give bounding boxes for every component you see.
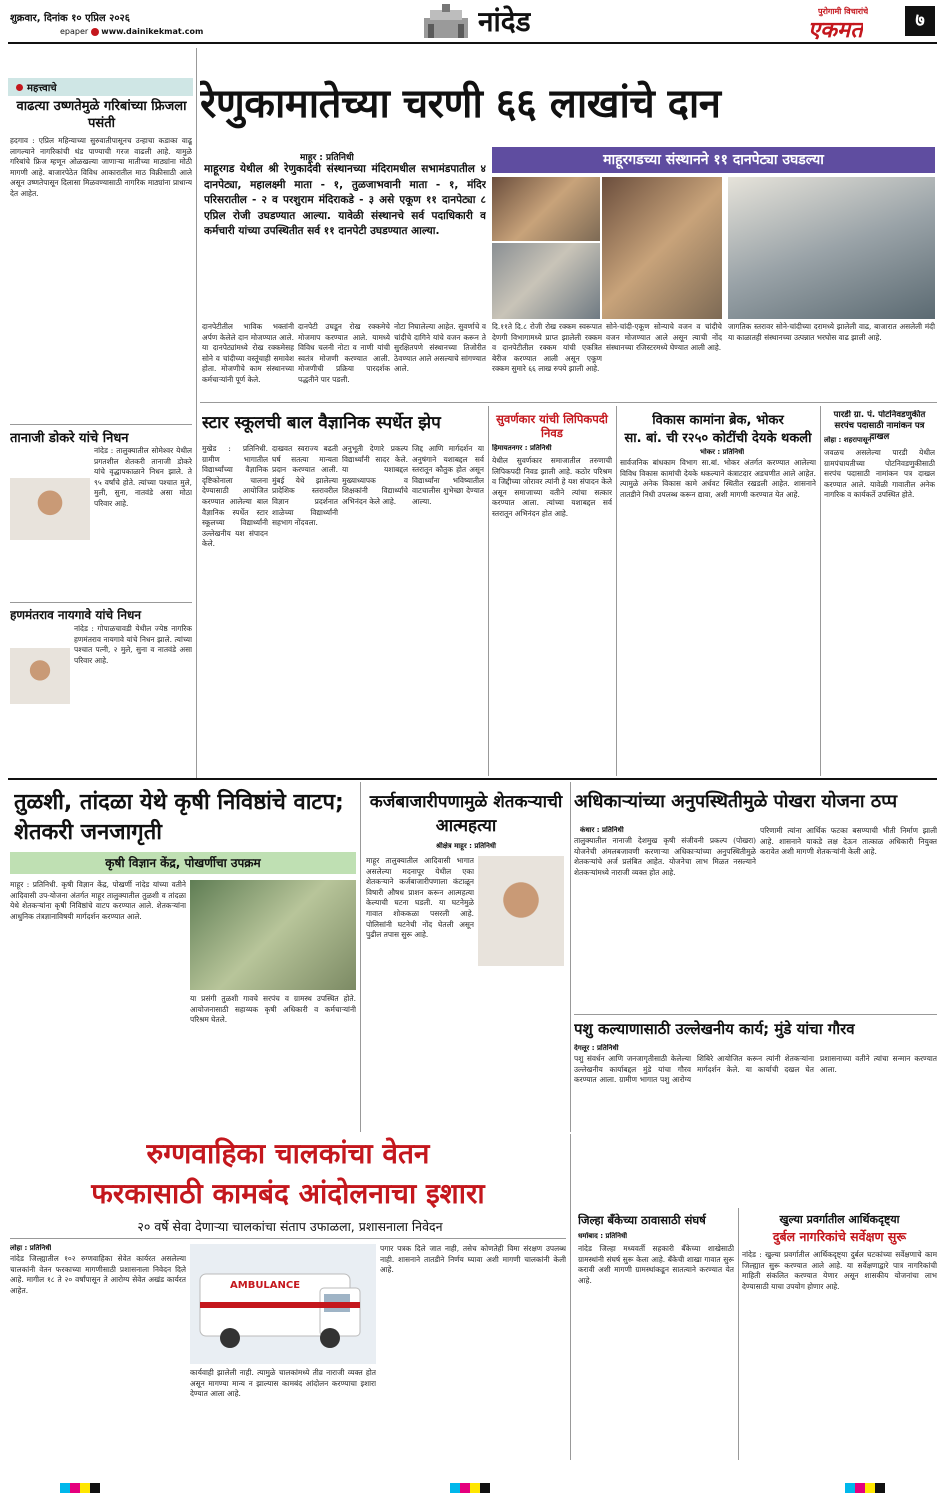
gold-body: येथील सुवर्णकार समाजातील तरुणाची लिपिकपदी निवड झाली आहे. कठोर परिश्रम व जिद्दीच्या जोरावर त्यांनी हे यश संपादन केले असून समाजाच्या वतीने त्यांचा सत्कार करण्यात आला. त्यांच्या यशाबद्दल सर्व स्तरातून अभिनंदन होत आहे.	[492, 456, 612, 518]
gold-divider	[616, 406, 617, 776]
bank-divider	[738, 1208, 739, 1460]
side-rule-2	[10, 602, 192, 603]
star-col-4: जिद्द आणि मार्गदर्शन या अनुषंगाने यशाबद्दल सर्व स्तरातून कौतुक होत असून विद्यार्थ्यांना भविष्यातील वाटचालीस शुभेच्छा देण्यात आल्या.	[412, 444, 484, 506]
masthead-emblem	[420, 4, 472, 40]
page-number: ७	[905, 6, 935, 36]
amb-divider	[570, 1134, 571, 1460]
globe-icon	[91, 28, 99, 36]
star-col-3: अनुभूती देणारे प्रकल्प विद्यार्थ्यांनी सादर केले. या यशाबद्दल मुख्याध्यापक व शिक्षकांनी विद्यार्थ्यांचे अभिनंदन केले आहे.	[342, 444, 408, 506]
lead-col-5: सोने-चांदी-एकूण सोन्याचे वजन व चांदीचे वजन मोजण्यात आले असून त्याची नोंद संस्थानच्या रजिस्टरमध्ये घेण्यात आली आहे.	[606, 322, 722, 353]
lead-col-2: दानपेटी उघडून रोख रक्कमेचे मोजमाप करण्यात आले. यामध्ये विविध चलनी नोटा व नाणी यांची स्वतंत्र मोजणी करण्यात आली. मोजणीची प्रक्रिया पारदर्शक पद्धतीने पार पडली.	[298, 322, 390, 384]
dev-divider	[820, 406, 821, 776]
lead-intro: माहूरगड येथील श्री रेणुकादेवी संस्थानच्या मंदिरामधील सभामंडपातील ४ दानपेट्या, महालक्ष्मी माता - १, तुळजाभवानी माता - १, मंदिर परिसरातील - २ व परशुराम मंदिराकडे - ३ असे एकूण ११ दानपेट्या ८ एप्रिल रोजी उघडण्यात आल्या. यावेळी संस्थानचे सर्व पदाधिकारी व कर्मचारी यांच्या उपस्थितीत सर्व ११ दानपेटी उघडण्यात आल्या.	[204, 163, 486, 237]
lead-col-1: दानपेटीतील भाविक भक्तांनी अर्पण केलेले दान मोजण्यात आले. या दानपेट्यांमध्ये रोख रक्कमेसह सोने व चांदीच्या वस्तूंचाही समावेश होता. मोजणीचे काम संस्थानच्या कर्मचाऱ्यांनी पूर्ण केले.	[202, 322, 294, 384]
pin-icon	[16, 84, 23, 91]
amb-col-2: कार्यवाही झालेली नाही. त्यामुळे चालकांमध्ये तीव्र नाराजी व्यक्त होत असून मागण्या मान्य न झाल्यास कामबंद आंदोलन करण्याचा इशारा देण्यात आला आहे.	[190, 1368, 376, 1399]
pokhara-body-2: परिणामी त्यांना आर्थिक फटका बसण्याची भीती निर्माण झाली आहे. शासनाने याकडे लक्ष देऊन तात्काळ अधिकारी नियुक्त करावेत अशी मागणी शेतकऱ्यांनी केली आहे.	[760, 826, 937, 857]
survey-headline-2: दुर्बल नागरिकांचे सर्वेक्षण सुरू	[772, 1229, 907, 1244]
tagline: पुरोगामी विचारांचे	[818, 7, 869, 16]
pokhara-byline: कंधार : प्रतिनिधी	[580, 826, 624, 834]
lead-col-4: दि.११ते दि.८ रोजी रोख रक्कम स्वरूपात देणगी विभागामध्ये प्राप्त झालेली रक्कम व दानपेटीतील रक्कम यांची एकत्रित बेरीज करण्यात आली असून एकूण रक्कम सुमारे ६६ लाख रुपये झाली आहे.	[492, 322, 602, 374]
epaper-label: epaper	[60, 27, 89, 36]
side-rule-1	[10, 424, 192, 425]
ambulance-photo	[190, 1244, 376, 1364]
lead-photo-2	[492, 243, 600, 319]
dateline: शुक्रवार, दिनांक १० एप्रिल २०२६	[10, 13, 130, 24]
amb-subhead: २० वर्षे सेवा देणाऱ्या चालकांचा संताप उफाळला, प्रशासनाला निवेदन	[137, 1219, 443, 1234]
side-story1-body: हदगाव : एप्रिल महिन्याच्या सुरुवातीपासूनच उन्हाचा कडाका वाढू लागल्याने नागरिकांची थंड पाण्याची गरज वाढली आहे. यामुळे गरिबांचे फ्रिज म्हणून ओळखल्या जाणाऱ्या मातीच्या माठ्यांना मोठी मागणी आहे. बाजारपेठेत विविध आकारातील माठ विक्रीसाठी आले असून उष्णतेपासून दिलासा मिळवण्यासाठी नागरिक माठ्यांना प्राधान्य देत आहेत.	[10, 136, 192, 198]
karj-divider	[570, 782, 571, 1132]
amb-col-1: नांदेड जिल्ह्यातील १०२ रुग्णवाहिका सेवेत कार्यरत असलेल्या चालकांनी वेतन फरकाच्या मागणीसाठी प्रशासनाला निवेदन दिले आहे. मागील १८ ते २० वर्षांपासून ते आरोग्य सेवेत अखंड कार्यरत आहेत.	[10, 1254, 186, 1295]
side-story1-headline: वाढत्या उष्णतेमुळे गरिबांच्या फ्रिजला पसंती	[16, 99, 187, 131]
star-divider	[488, 406, 489, 776]
amb-rule	[10, 1238, 566, 1239]
bank-body: नांदेड जिल्हा मध्यवर्ती सहकारी बँकेच्या शाखेसाठी ग्रामस्थांनी संघर्ष सुरू केला आहे. बँकेची शाखा गावात सुरू करावी अशी मागणी ग्रामस्थांकडून सातत्याने करण्यात येत आहे.	[578, 1244, 734, 1285]
amb-headline-1: रुग्णवाहिका चालकांचा वेतन	[146, 1137, 430, 1170]
lead-photo-4	[728, 177, 935, 319]
gold-byline: हिमायतनगर : प्रतिनिधी	[492, 444, 552, 452]
ambulance-label: AMBULANCE	[230, 1280, 301, 1291]
amb-byline: लोहा : प्रतिनिधी	[10, 1244, 52, 1252]
lead-col-6: जागतिक स्तरावर सोने-चांदीच्या दरामध्ये झालेली वाढ, बाजारात असलेली मंदी या काळातही संस्थानच्या उत्पन्नात भरघोस वाढ झाली आहे.	[728, 322, 935, 342]
pashu-body: पशु संवर्धन आणि जनजागृतीसाठी केलेल्या उल्लेखनीय कार्याबद्दल मुंडे यांचा गौरव करण्यात आला. ग्रामीण भागात पशु आरोग्य शिबिरे आयोजित करून त्यांनी शेतकऱ्यांना मार्गदर्शन केले. या कार्याची दखल घेत प्रशासनाच्या वतीने त्यांचा सन्मान करण्यात आला.	[574, 1054, 937, 1085]
pardi-byline: लोहा : शहरापासून	[824, 436, 872, 444]
gold-headline: सुवर्णकार यांची लिपिकपदी निवड	[496, 412, 608, 440]
star-col-2: दाखवत स्वराज्य बढती घर्ष सतत्या मान्यता प्रदान करण्यात आली. मुंबई येथे झालेल्या प्रादेशिक स्तरावरील विज्ञान प्रदर्शनात शाळेच्या विद्यार्थ्यांनी सहभाग नोंदवला.	[272, 444, 338, 528]
edition-title: नांदेड	[478, 5, 531, 38]
lead-subhead-bar: माहूरगडच्या संस्थानने ११ दानपेट्या उघडल्या	[492, 147, 935, 173]
karj-body: माहूर तालुक्यातील आदिवासी भागात असलेल्या मदनापूर येथील एका शेतकऱ्याने कर्जबाजारीपणाला कंटाळून विषारी औषध प्राशन करून आत्महत्या केल्याची घटना घडली. या घटनेमुळे गावात शोककळा पसरली आहे. पोलिसांनी घटनेची नोंद घेतली असून पुढील तपास सुरू आहे.	[366, 856, 474, 940]
krushi-headline: तुळशी, तांदळा येथे कृषी निविष्ठांचे वाटप; शेतकरी जनजागृती	[14, 790, 344, 845]
star-headline: स्टार स्कूलची बाल वैज्ञानिक स्पर्धेत झेप	[202, 413, 441, 433]
amb-headline-2: फरकासाठी कामबंद आंदोलनाचा इशारा	[91, 1177, 485, 1210]
obituary-photo-2	[10, 648, 70, 704]
survey-body: नांदेड : खुल्या प्रवर्गातील आर्थिकदृष्ट्या दुर्बल घटकांच्या सर्वेक्षणाचे काम जिल्ह्यात सुरू करण्यात आले आहे. या सर्वेक्षणाद्वारे पात्र नागरिकांची माहिती संकलित करण्यात येणार असून शासकीय योजनांचा लाभ देण्यासाठी याचा उपयोग होणार आहे.	[742, 1250, 937, 1291]
side-story2-body: नांदेड : तालुक्यातील सोमेश्वर येथील प्रगतशील शेतकरी तानाजी डोकरे यांचे वृद्धापकाळाने निधन झाले. ते ९५ वर्षांचे होते. त्यांच्या पश्चात मुले, मुली, सुना, नातवंडे असा मोठा परिवार आहे.	[94, 446, 192, 508]
krushi-divider	[360, 782, 361, 1132]
lead-byline: माहूर : प्रतिनिधी	[300, 153, 354, 163]
krushi-photo	[190, 880, 356, 990]
obituary-photo-1	[10, 478, 90, 540]
side-story2-headline: तानाजी डोकरे यांचे निधन	[10, 431, 129, 446]
dev-headline-2: सा. बां. ची र२५० कोटींची देयके थकली	[624, 431, 812, 446]
karj-headline: कर्जबाजारीपणामुळे शेतकऱ्याची आत्महत्या	[369, 792, 563, 836]
side-col-divider	[196, 48, 197, 778]
side-story3-body: नांदेड : गोपाळचावडी येथील ज्येष्ठ नागरिक हणमंतराव नायगावे यांचे निधन झाले. त्यांच्या पश्चात पत्नी, २ मुले, सुना व नातवंडे असा परिवार आहे.	[74, 624, 192, 665]
side-story3-headline: हणमंतराव नायगावे यांचे निधन	[10, 608, 142, 622]
lead-photo-1	[492, 177, 600, 241]
lead-bottom-rule	[200, 402, 937, 403]
dev-byline: भोकर : प्रतिनिधी	[700, 448, 745, 456]
pokhara-rule	[574, 1014, 937, 1015]
pardi-body: जवळच असलेल्या पारडी येथील ग्रामपंचायतीच्या पोटनिवडणुकीसाठी सरपंच पदासाठी नामांकन पत्र दाखल करण्यात आले. यावेळी गावातील अनेक नागरिक व कार्यकर्ते उपस्थित होते.	[824, 448, 935, 500]
epaper-url[interactable]: www.dainikekmat.com	[101, 27, 204, 36]
amb-col-3: पगार पत्रक दिले जात नाही, तसेच कोणतेही विमा संरक्षण उपलब्ध नाही. शासनाने तातडीने निर्णय घ्यावा अशी मागणी चालकांनी केली आहे.	[380, 1244, 566, 1275]
dev-headline-1: विकास कामांना ब्रेक, भोकर	[652, 413, 784, 428]
color-registration-bar-left	[60, 1483, 100, 1493]
color-registration-bar-right	[845, 1483, 885, 1493]
lead-headline: रेणुकामातेच्या चरणी ६६ लाखांचे दान	[200, 81, 721, 127]
pokhara-body: तालुक्यातील नानाजी देशमुख कृषी संजीवनी प्रकल्प (पोखरा) योजनेची अंमलबजावणी करणाऱ्या अधिकाऱ्यांच्या अनुपस्थितीमुळे शेतकऱ्यांचे अर्ज प्रलंबित आहेत. योजनेचा लाभ मिळत नसल्याने शेतकऱ्यांमध्ये नाराजी व्यक्त होत आहे.	[574, 836, 756, 877]
lead-col-3: नोटा निघालेल्या आहेत. सुवर्णाचे व चांदीचे दागिने यांचे वजन करून ते सुरक्षितपणे संस्थानच्या तिजोरीत ठेवण्यात आले असल्याचे सांगण्यात आले.	[394, 322, 486, 374]
pardi-headline: पारडी ग्रा. पं. पोटनिवडणुकीत सरपंच पदासाठी नामांकन पत्र दाखल	[833, 410, 926, 442]
bank-byline: धर्माबाद : प्रतिनिधी	[578, 1232, 628, 1240]
epaper-line[interactable]	[60, 27, 203, 36]
masthead-rule	[8, 42, 937, 44]
color-registration-bar-center	[450, 1483, 490, 1493]
karj-photo	[478, 856, 564, 966]
pashu-byline: देगलूर : प्रतिनिधी	[574, 1044, 619, 1052]
bank-headline: जिल्हा बँकेच्या ठावासाठी संघर्ष	[578, 1213, 706, 1227]
survey-headline-1: खुल्या प्रवर्गातील आर्थिकदृष्ट्या	[779, 1213, 900, 1226]
mid-rule	[8, 778, 937, 780]
side-section-title: महत्त्वाचे	[8, 78, 193, 96]
pokhara-headline: अधिकाऱ्यांच्या अनुपस्थितीमुळे पोखरा योजना ठप्प	[574, 791, 898, 812]
krushi-subhead-bar: कृषी विज्ञान केंद्र, पोखर्णीचा उपक्रम	[10, 852, 356, 874]
dev-body: सार्वजनिक बांधकाम विभाग सा.बां. भोकर अंतर्गत करण्यात आलेल्या विविध विकास कामांची देयके थकल्याने कंत्राटदार अडचणीत आले आहेत. त्यामुळे अनेक विकास कामे अर्धवट स्थितीत रखडली आहेत. शासनाने तातडीने निधी उपलब्ध करून द्यावा, अशी मागणी करण्यात येत आहे.	[620, 458, 816, 499]
paper-name-logo: एकमत	[808, 18, 863, 43]
karj-byline: श्रीक्षेत्र माहूर : प्रतिनिधी	[436, 842, 496, 850]
krushi-col-1: माहूर : प्रतिनिधी. कृषी विज्ञान केंद्र, पोखर्णी नांदेड यांच्या वतीने आदिवासी उप-योजना अंतर्गत माहूर तालुक्यातील तुळशी व तांदळा येथे शेतकऱ्यांना कृषी निविष्ठांचे वाटप करण्यात आले. शेतकऱ्यांना आधुनिक तंत्रज्ञानाविषयी मार्गदर्शन करण्यात आले.	[10, 880, 186, 921]
star-col-1: मुखेड : प्रतिनिधी. ग्रामीण भागातील विद्यार्थ्यांच्या वैज्ञानिक दृष्टिकोनाला चालना देण्यासाठी आयोजित करण्यात आलेल्या बाल वैज्ञानिक स्पर्धेत स्टार स्कूलच्या विद्यार्थ्यांनी उल्लेखनीय यश संपादन केले.	[202, 444, 268, 549]
krushi-col-2: या प्रसंगी तुळशी गावचे सरपंच व ग्रामस्थ उपस्थित होते. आयोजनासाठी सहाय्यक कृषी अधिकारी व कर्मचाऱ्यांनी परिश्रम घेतले.	[190, 994, 356, 1025]
pashu-headline: पशु कल्याणासाठी उल्लेखनीय कार्य; मुंडे यांचा गौरव	[574, 1020, 855, 1038]
lead-photo-3	[602, 177, 722, 319]
